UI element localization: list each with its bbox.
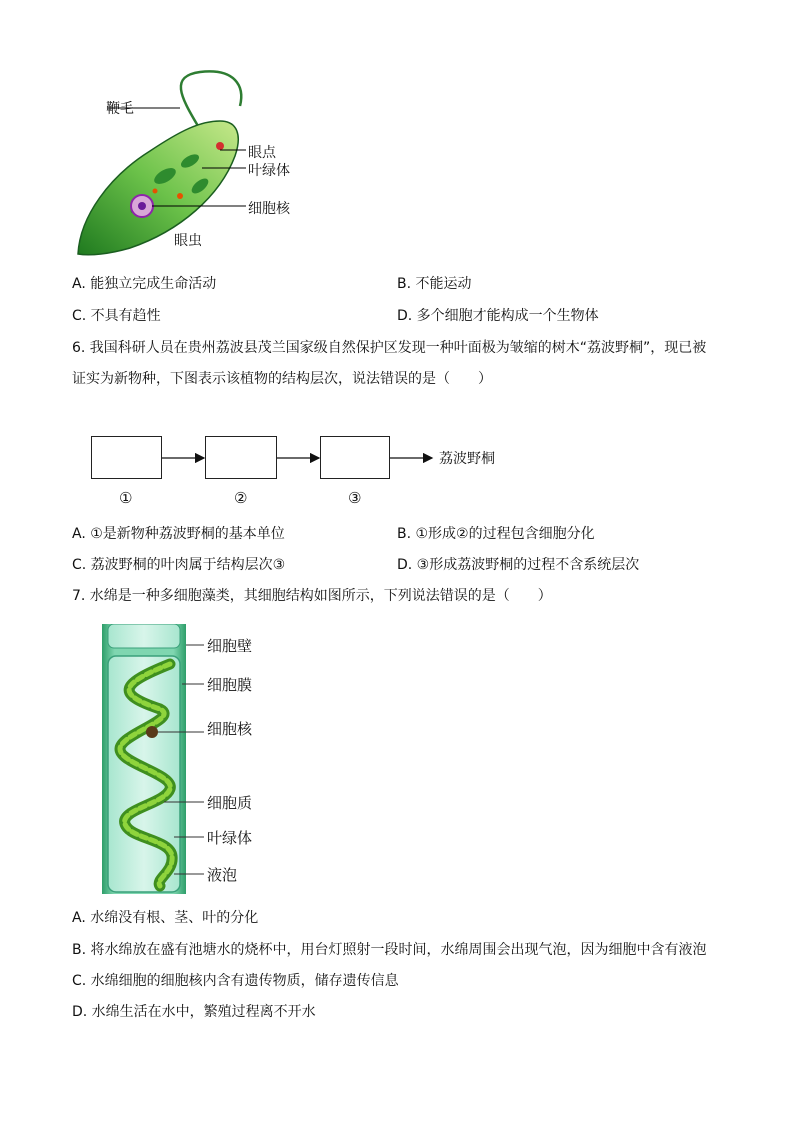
label-chloroplast: 叶绿体 <box>207 829 253 847</box>
q5-option-a[interactable]: A. 能独立完成生命活动 <box>72 276 217 292</box>
label-flagellum: 鞭毛 <box>106 101 134 117</box>
label-chloroplast: 叶绿体 <box>248 163 290 179</box>
euglena-figure <box>70 66 330 256</box>
q5-option-d[interactable]: D. 多个细胞才能构成一个生物体 <box>397 308 599 324</box>
q7-stem: 7. 水绵是一种多细胞藻类，其细胞结构如图所示，下列说法错误的是（ ） <box>72 588 552 604</box>
diagram-end-label: 荔波野桐 <box>439 451 495 467</box>
label-vacuole: 液泡 <box>207 866 238 884</box>
q7-option-d[interactable]: D. 水绵生活在水中，繁殖过程离不开水 <box>72 1004 316 1020</box>
q6-option-a[interactable]: A. ①是新物种荔波野桐的基本单位 <box>72 526 285 542</box>
q7-option-b[interactable]: B. 将水绵放在盛有池塘水的烧杯中，用台灯照射一段时间，水绵周围会出现气泡，因为细胞中含有液泡 <box>72 942 707 958</box>
spirogyra-figure <box>100 624 270 894</box>
label-cytoplasm: 细胞质 <box>207 794 253 812</box>
q6-stem-line2: 证实为新物种，下图表示该植物的结构层次，说法错误的是（ ） <box>72 371 492 387</box>
q7-option-c[interactable]: C. 水绵细胞的细胞核内含有遗传物质，储存遗传信息 <box>72 973 399 989</box>
q5-option-c[interactable]: C. 不具有趋性 <box>72 308 161 324</box>
spirogyra-illustration <box>100 624 270 894</box>
label-eyespot: 眼点 <box>248 145 276 161</box>
label-nucleus: 细胞核 <box>248 201 290 217</box>
q6-option-c[interactable]: C. 荔波野桐的叶肉属于结构层次③ <box>72 557 286 573</box>
label-nucleus: 细胞核 <box>207 720 253 738</box>
box-label-3: ③ <box>348 489 362 507</box>
level-arrows <box>160 450 435 466</box>
q7-option-a[interactable]: A. 水绵没有根、茎、叶的分化 <box>72 910 259 926</box>
q6-option-b[interactable]: B. ①形成②的过程包含细胞分化 <box>397 526 595 542</box>
label-cell-wall: 细胞壁 <box>207 637 253 655</box>
euglena-illustration <box>70 66 330 256</box>
label-cell-membrane: 细胞膜 <box>207 676 253 694</box>
level-box-1 <box>91 436 162 479</box>
q5-option-b[interactable]: B. 不能运动 <box>397 276 472 292</box>
q6-stem-line1: 6. 我国科研人员在贵州荔波县茂兰国家级自然保护区发现一种叶面极为皱缩的树木“荔波野桐”，现已被 <box>72 340 707 356</box>
box-label-2: ② <box>234 489 248 507</box>
q6-option-d[interactable]: D. ③形成荔波野桐的过程不含系统层次 <box>397 557 640 573</box>
box-label-1: ① <box>119 489 133 507</box>
label-euglena: 眼虫 <box>174 233 202 249</box>
